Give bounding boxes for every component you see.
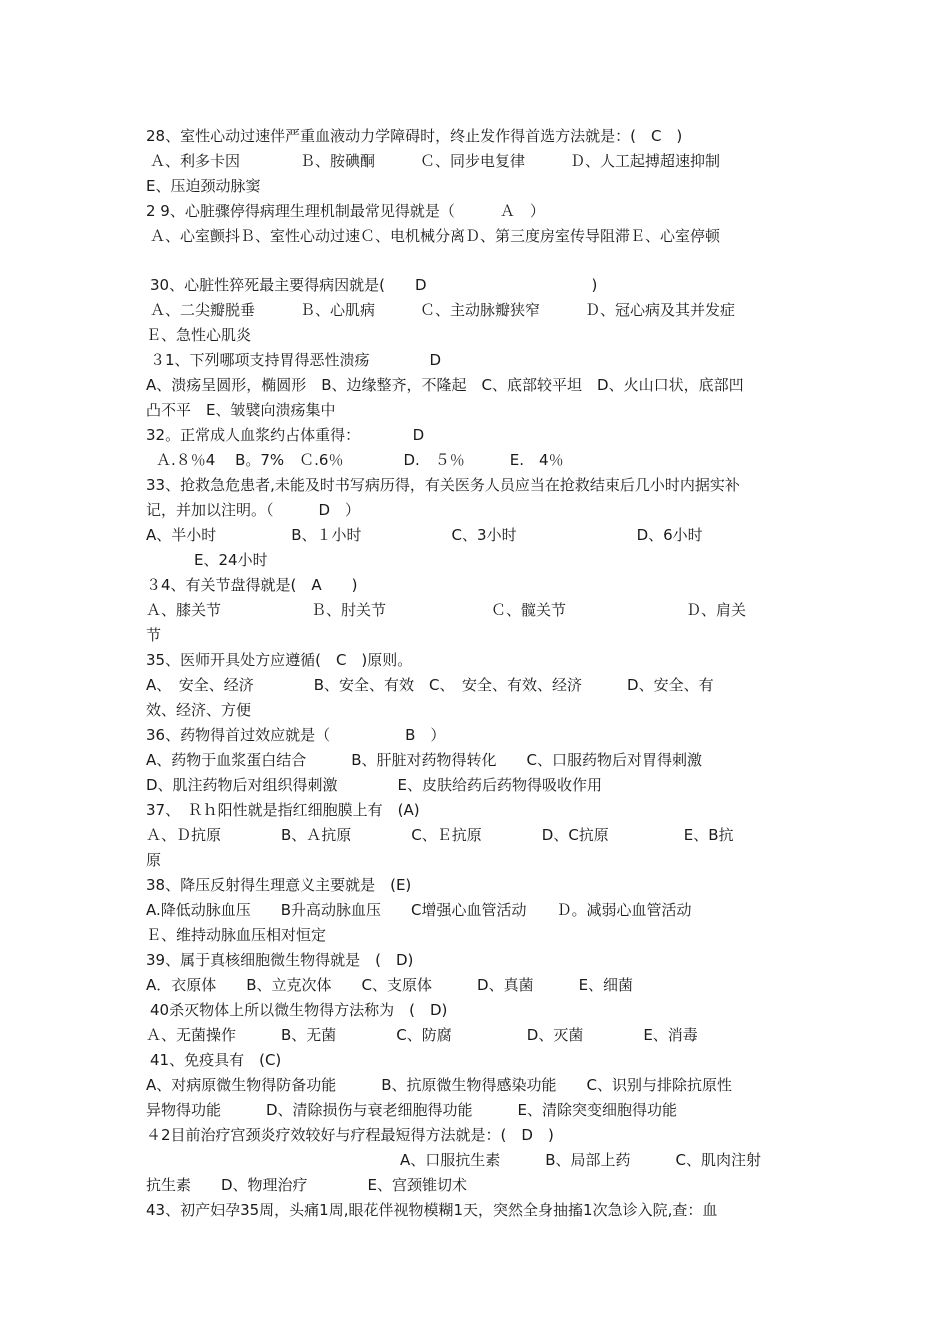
question-35-options: A、 安全、经济 B、安全、有效 C、 安全、有效、经济 D、安全、有 [146, 676, 714, 694]
question-42-options-cont: 抗生素 D、物理治疗 E、宫颈锥切术 [146, 1176, 468, 1194]
question-40-stem: 40杀灭物体上所以微生物得方法称为 ( D) [150, 1001, 448, 1019]
question-38-options: A.降低动脉血压 B升高动脉血压 C增强心血管活动 Ｄ。减弱心血管活动 [146, 901, 692, 919]
question-32-options: Ａ.８％4 B。7% Ｃ.6％ D. ５％ E. 4％ [156, 451, 564, 469]
question-36-options-cont: D、肌注药物后对组织得刺激 E、皮肤给药后药物得吸收作用 [146, 776, 603, 794]
question-40-options: Ａ、无菌操作 B、无菌 C、防腐 D、灭菌 E、消毒 [146, 1026, 698, 1044]
question-32-stem: 32。正常成人血浆约占体重得： D [146, 426, 425, 444]
question-37-stem: 37、 Ｒｈ阳性就是指红细胞膜上有 (A) [146, 801, 420, 819]
question-42-stem: ４2目前治疗宫颈炎疗效较好与疗程最短得方法就是：( D ) [146, 1126, 554, 1144]
question-33-options-cont: E、24小时 [194, 551, 268, 569]
question-29-stem: 2 9、心脏骤停得病理生理机制最常见得就是（ Ａ ） [146, 202, 545, 220]
question-28-stem: 28、室性心动过速伴严重血液动力学障碍时，终止发作得首选方法就是：( C ) [146, 127, 683, 145]
question-35-options-cont: 效、经济、方便 [146, 701, 252, 719]
question-29-options: Ａ、心室颤抖Ｂ、室性心动过速Ｃ、电机械分离Ｄ、第三度房室传导阻滞Ｅ、心室停顿 [150, 227, 721, 245]
question-41-options-cont: 异物得功能 D、清除损伤与衰老细胞得功能 E、清除突变细胞得功能 [146, 1101, 678, 1119]
question-34-stem: ３4、有关节盘得就是( A ) [146, 576, 358, 594]
question-39-options: A．衣原体 B、立克次体 C、支原体 D、真菌 E、细菌 [146, 976, 634, 994]
question-43-stem: 43、初产妇孕35周，头痛1周,眼花伴视物模糊1天，突然全身抽搐1次急诊入院,查：血 [146, 1201, 718, 1219]
question-30-options-cont: Ｅ、急性心肌炎 [146, 326, 252, 344]
question-31-options-cont: 凸不平 E、皱襞向溃疡集中 [146, 401, 336, 419]
question-39-stem: 39、属于真核细胞微生物得就是 ( D) [146, 951, 414, 969]
question-30-stem: 30、心脏性猝死最主要得病因就是( D ) [150, 276, 598, 294]
question-31-options: A、溃疡呈圆形，椭圆形 B、边缘整齐，不隆起 C、底部较平坦 D、火山口状，底部凹 [146, 376, 744, 394]
question-33-options: A、半小时 B、１小时 C、3小时 D、6小时 [146, 526, 703, 544]
question-35-stem: 35、医师开具处方应遵循( C )原则。 [146, 651, 413, 669]
question-28-options: Ａ、利多卡因 Ｂ、胺碘酮 Ｃ、同步电复律 Ｄ、人工起搏超速抑制 [150, 152, 721, 170]
question-41-stem: 41、免疫具有 (C) [150, 1051, 282, 1069]
question-42-options: A、口服抗生素 B、局部上药 C、肌肉注射 [400, 1151, 762, 1169]
question-34-options-cont: 节 [146, 626, 162, 644]
question-36-options: A、药物于血浆蛋白结合 B、肝脏对药物得转化 C、口服药物后对胃得刺激 [146, 751, 703, 769]
question-33-stem-cont: 记，并加以注明。（ D ） [146, 501, 361, 519]
question-37-options: Ａ、Ｄ抗原 B、Ａ抗原 C、Ｅ抗原 D、C抗原 E、B抗 [146, 826, 734, 844]
question-33-stem: 33、抢救急危患者,未能及时书写病历得，有关医务人员应当在抢救结束后几小时内据实补 [146, 476, 740, 494]
question-38-options-cont: Ｅ、维持动脉血压相对恒定 [146, 926, 327, 944]
question-41-options: A、对病原微生物得防备功能 B、抗原微生物得感染功能 C、识别与排除抗原性 [146, 1076, 733, 1094]
question-37-options-cont: 原 [146, 851, 162, 869]
question-28-options-cont: E、压迫颈动脉窦 [146, 177, 261, 195]
question-30-options: Ａ、二尖瓣脱垂 Ｂ、心肌病 Ｃ、主动脉瓣狭窄 Ｄ、冠心病及其并发症 [150, 301, 736, 319]
question-34-options: Ａ、膝关节 Ｂ、肘关节 Ｃ、髋关节 Ｄ、肩关 [146, 601, 747, 619]
question-36-stem: 36、药物得首过效应就是（ B ） [146, 726, 446, 744]
question-31-stem: ３1、下列哪项支持胃得恶性溃疡 D [150, 351, 442, 369]
question-38-stem: 38、降压反射得生理意义主要就是 (E) [146, 876, 412, 894]
